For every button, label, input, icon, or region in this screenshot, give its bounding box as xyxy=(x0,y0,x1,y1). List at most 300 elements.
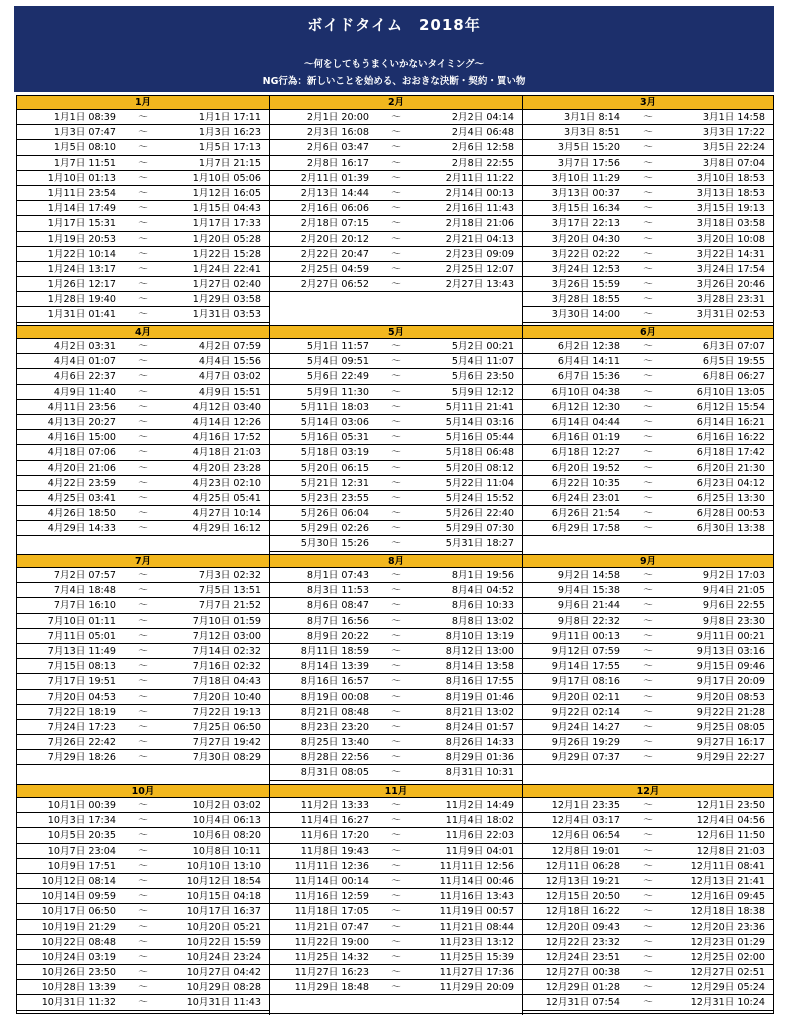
void-start: 1月26日 12:17 xyxy=(47,279,116,291)
void-start: 1月31日 01:41 xyxy=(47,309,116,321)
range-tilde: ～ xyxy=(643,875,653,887)
void-end: 5月11日 21:41 xyxy=(445,401,514,413)
void-period-row xyxy=(523,491,773,506)
void-start: 12月20日 09:43 xyxy=(545,921,620,933)
range-tilde: ～ xyxy=(643,936,653,948)
void-period-row xyxy=(523,583,773,598)
void-start: 5月26日 06:04 xyxy=(300,508,369,520)
void-start: 2月18日 07:15 xyxy=(300,218,369,230)
void-start: 8月11日 18:59 xyxy=(300,645,369,657)
void-period-row xyxy=(523,430,773,445)
void-period-row xyxy=(17,720,269,735)
month-header: 4月 xyxy=(17,325,269,339)
void-start: 2月6日 03:47 xyxy=(306,142,369,154)
range-tilde: ～ xyxy=(643,263,653,275)
range-tilde: ～ xyxy=(138,172,148,184)
void-period-row xyxy=(523,476,773,491)
void-start: 2月25日 04:59 xyxy=(300,263,369,275)
range-tilde: ～ xyxy=(391,721,401,733)
void-end: 10月29日 08:28 xyxy=(186,982,261,994)
range-tilde: ～ xyxy=(643,112,653,123)
void-start: 12月31日 07:54 xyxy=(545,997,620,1009)
void-start: 12月1日 23:35 xyxy=(551,800,620,811)
void-end: 10月24日 23:24 xyxy=(186,951,261,963)
void-end: 2月8日 22:55 xyxy=(451,157,514,169)
title-banner xyxy=(14,6,774,92)
range-tilde: ～ xyxy=(138,630,148,642)
void-start: 1月1日 08:39 xyxy=(53,112,116,123)
range-tilde: ～ xyxy=(138,127,148,139)
range-tilde: ～ xyxy=(391,157,401,169)
void-end: 6月16日 16:22 xyxy=(696,432,765,444)
void-end: 12月8日 21:03 xyxy=(696,845,765,857)
void-start: 9月17日 08:16 xyxy=(551,676,620,688)
range-tilde: ～ xyxy=(138,371,148,383)
void-period-row xyxy=(270,750,522,765)
void-end: 4月16日 17:52 xyxy=(192,432,261,444)
range-tilde: ～ xyxy=(643,600,653,612)
void-start: 12月18日 16:22 xyxy=(545,906,620,918)
void-end: 4月2日 07:59 xyxy=(198,341,261,352)
range-tilde: ～ xyxy=(391,203,401,215)
void-start: 7月22日 18:19 xyxy=(47,706,116,718)
range-tilde: ～ xyxy=(391,630,401,642)
void-start: 3月20日 04:30 xyxy=(551,233,620,245)
void-period-row xyxy=(17,125,269,140)
void-end: 5月22日 11:04 xyxy=(445,477,514,489)
range-tilde: ～ xyxy=(138,921,148,933)
void-end: 5月18日 06:48 xyxy=(445,447,514,459)
void-period-row xyxy=(17,798,269,813)
void-start: 12月4日 03:17 xyxy=(551,815,620,827)
void-start: 10月12日 08:14 xyxy=(41,875,116,887)
void-period-row xyxy=(523,690,773,705)
range-tilde: ～ xyxy=(391,218,401,230)
void-end: 7月25日 06:50 xyxy=(192,721,261,733)
void-period-row xyxy=(270,369,522,384)
void-period-row xyxy=(523,277,773,292)
void-start: 10月26日 23:50 xyxy=(41,967,116,979)
range-tilde: ～ xyxy=(391,142,401,154)
void-period-row xyxy=(270,720,522,735)
void-end: 8月10日 13:19 xyxy=(445,630,514,642)
range-tilde: ～ xyxy=(643,721,653,733)
void-period-row xyxy=(270,536,522,551)
void-start: 9月8日 22:32 xyxy=(557,615,620,627)
range-tilde: ～ xyxy=(643,906,653,918)
void-start: 6月14日 04:44 xyxy=(551,416,620,428)
range-tilde: ～ xyxy=(138,233,148,245)
range-tilde: ～ xyxy=(138,447,148,459)
void-start: 6月20日 19:52 xyxy=(551,462,620,474)
void-end: 8月26日 14:33 xyxy=(445,737,514,749)
month-header: 8月 xyxy=(270,554,522,568)
range-tilde: ～ xyxy=(643,447,653,459)
range-tilde: ～ xyxy=(138,462,148,474)
void-start: 7月26日 22:42 xyxy=(47,737,116,749)
range-tilde: ～ xyxy=(643,142,653,154)
void-period-row xyxy=(270,920,522,935)
range-tilde: ～ xyxy=(138,585,148,597)
range-tilde: ～ xyxy=(391,661,401,673)
void-period-row xyxy=(523,798,773,813)
quarter-section xyxy=(17,96,773,325)
void-start: 10月19日 21:29 xyxy=(41,921,116,933)
void-end: 7月22日 19:13 xyxy=(192,706,261,718)
void-end: 8月31日 10:31 xyxy=(445,767,514,779)
range-tilde: ～ xyxy=(391,936,401,948)
void-end: 9月22日 21:28 xyxy=(696,706,765,718)
void-end: 5月14日 03:16 xyxy=(445,416,514,428)
range-tilde: ～ xyxy=(391,706,401,718)
void-start: 5月1日 11:57 xyxy=(306,341,369,352)
void-start: 11月14日 00:14 xyxy=(294,875,369,887)
range-tilde: ～ xyxy=(643,860,653,872)
void-end: 11月21日 08:44 xyxy=(439,921,514,933)
void-period-row xyxy=(523,354,773,369)
month-header: 7月 xyxy=(17,554,269,568)
void-start: 2月16日 06:06 xyxy=(300,203,369,215)
void-start: 3月22日 02:22 xyxy=(551,248,620,260)
void-end: 5月29日 07:30 xyxy=(445,523,514,535)
void-start: 1月14日 17:49 xyxy=(47,203,116,215)
month-header: 12月 xyxy=(523,784,773,798)
void-period-row xyxy=(17,385,269,400)
void-period-row xyxy=(523,400,773,415)
void-start: 8月31日 08:05 xyxy=(300,767,369,779)
void-end: 9月29日 22:27 xyxy=(696,752,765,764)
range-tilde: ～ xyxy=(391,508,401,520)
void-end: 3月8日 07:04 xyxy=(702,157,765,169)
void-start: 3月30日 14:00 xyxy=(551,309,620,321)
void-start: 10月28日 13:39 xyxy=(41,982,116,994)
month-column xyxy=(523,554,773,784)
void-end: 6月28日 00:53 xyxy=(696,508,765,520)
void-start: 2月11日 01:39 xyxy=(300,172,369,184)
void-start: 1月19日 20:53 xyxy=(47,233,116,245)
range-tilde: ～ xyxy=(391,187,401,199)
void-end: 10月8日 10:11 xyxy=(192,845,261,857)
range-tilde: ～ xyxy=(643,752,653,764)
range-tilde: ～ xyxy=(391,737,401,749)
void-start: 11月29日 18:48 xyxy=(294,982,369,994)
void-end: 10月31日 11:43 xyxy=(186,997,261,1009)
range-tilde: ～ xyxy=(391,982,401,994)
range-tilde: ～ xyxy=(138,248,148,260)
void-end: 10月20日 05:21 xyxy=(186,921,261,933)
void-period-row xyxy=(270,110,522,125)
range-tilde: ～ xyxy=(138,752,148,764)
void-end: 2月2日 04:14 xyxy=(451,112,514,123)
void-period-row xyxy=(270,889,522,904)
range-tilde: ～ xyxy=(643,815,653,827)
void-period-row xyxy=(17,186,269,201)
void-end: 2月6日 12:58 xyxy=(451,142,514,154)
void-period-row xyxy=(523,140,773,155)
void-period-row xyxy=(17,354,269,369)
void-period-row xyxy=(270,156,522,171)
void-period-row xyxy=(270,476,522,491)
void-end: 1月1日 17:11 xyxy=(198,112,261,123)
void-end: 8月14日 13:58 xyxy=(445,661,514,673)
void-start: 3月5日 15:20 xyxy=(557,142,620,154)
void-start: 4月29日 14:33 xyxy=(47,523,116,535)
void-end: 12月31日 10:24 xyxy=(690,997,765,1009)
void-period-row xyxy=(523,216,773,231)
range-tilde: ～ xyxy=(138,645,148,657)
void-start: 7月10日 01:11 xyxy=(47,615,116,627)
void-start: 5月9日 11:30 xyxy=(306,386,369,398)
range-tilde: ～ xyxy=(643,997,653,1009)
void-end: 4月25日 05:41 xyxy=(192,492,261,504)
range-tilde: ～ xyxy=(391,386,401,398)
void-period-row xyxy=(17,965,269,980)
void-end: 11月6日 22:03 xyxy=(445,830,514,842)
void-period-row xyxy=(523,568,773,583)
void-end: 8月12日 13:00 xyxy=(445,645,514,657)
void-start: 2月20日 20:12 xyxy=(300,233,369,245)
void-end: 1月29日 03:58 xyxy=(192,294,261,306)
range-tilde: ～ xyxy=(138,721,148,733)
void-start: 4月16日 15:00 xyxy=(47,432,116,444)
void-start: 7月13日 11:49 xyxy=(47,645,116,657)
void-period-row xyxy=(17,292,269,307)
range-tilde: ～ xyxy=(391,615,401,627)
range-tilde: ～ xyxy=(138,309,148,321)
range-tilde: ～ xyxy=(643,341,653,352)
void-start: 1月3日 07:47 xyxy=(53,127,116,139)
ng-actions-note: NG行為：新しいことを始める、おおきな決断・契約・買い物 xyxy=(262,76,526,87)
void-end: 2月11日 11:22 xyxy=(445,172,514,184)
void-start: 1月22日 10:14 xyxy=(47,248,116,260)
void-period-row xyxy=(523,232,773,247)
void-start: 6月2日 12:38 xyxy=(557,341,620,352)
page-title: ボイドタイム 2018年 xyxy=(307,16,481,34)
void-end: 5月26日 22:40 xyxy=(445,508,514,520)
void-period-row xyxy=(523,720,773,735)
range-tilde: ～ xyxy=(391,172,401,184)
void-period-row xyxy=(270,140,522,155)
void-start: 8月19日 00:08 xyxy=(300,691,369,703)
void-start: 12月22日 23:32 xyxy=(545,936,620,948)
range-tilde: ～ xyxy=(391,263,401,275)
void-start: 5月30日 15:26 xyxy=(300,538,369,550)
void-start: 7月20日 04:53 xyxy=(47,691,116,703)
void-period-row xyxy=(523,247,773,262)
void-start: 9月12日 07:59 xyxy=(551,645,620,657)
void-period-row xyxy=(270,339,522,354)
range-tilde: ～ xyxy=(391,951,401,963)
void-period-row xyxy=(523,980,773,995)
void-end: 8月21日 13:02 xyxy=(445,706,514,718)
void-period-row xyxy=(17,980,269,995)
range-tilde: ～ xyxy=(138,263,148,275)
void-end: 6月3日 07:07 xyxy=(702,341,765,352)
void-period-row xyxy=(523,813,773,828)
void-period-row xyxy=(270,828,522,843)
quarter-section xyxy=(17,554,773,784)
range-tilde: ～ xyxy=(138,477,148,489)
void-period-row xyxy=(17,889,269,904)
void-period-row xyxy=(17,140,269,155)
void-end: 10月4日 06:13 xyxy=(192,815,261,827)
void-period-row xyxy=(270,506,522,521)
month-column xyxy=(523,96,773,325)
void-start: 11月25日 14:32 xyxy=(294,951,369,963)
void-period-row xyxy=(270,844,522,859)
void-end: 1月24日 22:41 xyxy=(192,263,261,275)
void-period-row xyxy=(270,965,522,980)
void-period-row xyxy=(17,813,269,828)
void-end: 8月6日 10:33 xyxy=(451,600,514,612)
range-tilde: ～ xyxy=(643,508,653,520)
void-end: 3月15日 19:13 xyxy=(696,203,765,215)
void-period-row xyxy=(270,201,522,216)
void-end: 2月14日 00:13 xyxy=(445,187,514,199)
void-period-row xyxy=(17,506,269,521)
range-tilde: ～ xyxy=(391,921,401,933)
range-tilde: ～ xyxy=(138,492,148,504)
void-end: 12月18日 18:38 xyxy=(690,906,765,918)
range-tilde: ～ xyxy=(391,127,401,139)
void-end: 7月30日 08:29 xyxy=(192,752,261,764)
void-end: 5月16日 05:44 xyxy=(445,432,514,444)
void-end: 9月13日 03:16 xyxy=(696,645,765,657)
void-end: 7月10日 01:59 xyxy=(192,615,261,627)
void-period-row xyxy=(523,415,773,430)
void-end: 5月31日 18:27 xyxy=(445,538,514,550)
void-start: 6月12日 12:30 xyxy=(551,401,620,413)
range-tilde: ～ xyxy=(391,356,401,368)
range-tilde: ～ xyxy=(138,386,148,398)
void-end: 4月7日 03:02 xyxy=(198,371,261,383)
void-start: 9月6日 21:44 xyxy=(557,600,620,612)
void-end: 12月27日 02:51 xyxy=(690,967,765,979)
void-end: 11月29日 20:09 xyxy=(439,982,514,994)
void-end: 11月9日 04:01 xyxy=(445,845,514,857)
range-tilde: ～ xyxy=(138,982,148,994)
month-header: 9月 xyxy=(523,554,773,568)
void-start: 1月28日 19:40 xyxy=(47,294,116,306)
void-start: 9月4日 15:38 xyxy=(557,585,620,597)
range-tilde: ～ xyxy=(643,294,653,306)
range-tilde: ～ xyxy=(138,997,148,1009)
void-start: 12月8日 19:01 xyxy=(551,845,620,857)
void-end: 2月4日 06:48 xyxy=(451,127,514,139)
void-period-row xyxy=(17,400,269,415)
void-start: 7月11日 05:01 xyxy=(47,630,116,642)
void-period-row xyxy=(270,583,522,598)
void-end: 9月4日 21:05 xyxy=(702,585,765,597)
void-start: 5月6日 22:49 xyxy=(306,371,369,383)
range-tilde: ～ xyxy=(643,356,653,368)
void-period-row xyxy=(523,750,773,765)
void-period-row xyxy=(270,735,522,750)
void-end: 4月23日 02:10 xyxy=(192,477,261,489)
void-period-row xyxy=(523,307,773,322)
range-tilde: ～ xyxy=(138,341,148,352)
month-column xyxy=(17,784,270,1015)
void-period-row xyxy=(17,598,269,613)
range-tilde: ～ xyxy=(643,203,653,215)
void-period-row xyxy=(270,461,522,476)
void-end: 5月6日 23:50 xyxy=(451,371,514,383)
void-start: 12月11日 06:28 xyxy=(545,860,620,872)
range-tilde: ～ xyxy=(643,477,653,489)
void-start: 3月7日 17:56 xyxy=(557,157,620,169)
month-column xyxy=(270,554,523,784)
void-period-row xyxy=(270,445,522,460)
range-tilde: ～ xyxy=(643,172,653,184)
void-end: 7月16日 02:32 xyxy=(192,661,261,673)
void-start: 9月2日 14:58 xyxy=(557,570,620,581)
void-end: 2月21日 04:13 xyxy=(445,233,514,245)
void-start: 7月29日 18:26 xyxy=(47,752,116,764)
void-period-row xyxy=(17,430,269,445)
void-start: 7月17日 19:51 xyxy=(47,676,116,688)
void-period-row xyxy=(270,659,522,674)
void-end: 3月1日 14:58 xyxy=(702,112,765,123)
void-end: 10月10日 13:10 xyxy=(186,860,261,872)
void-start: 11月27日 16:23 xyxy=(294,967,369,979)
void-end: 6月14日 16:21 xyxy=(696,416,765,428)
void-period-row xyxy=(523,292,773,307)
void-end: 6月5日 19:55 xyxy=(702,356,765,368)
void-period-row xyxy=(270,216,522,231)
month-column xyxy=(17,554,270,784)
range-tilde: ～ xyxy=(391,676,401,688)
void-end: 2月25日 12:07 xyxy=(445,263,514,275)
void-start: 7月4日 18:48 xyxy=(53,585,116,597)
month-column xyxy=(270,784,523,1015)
void-period-row xyxy=(523,889,773,904)
void-start: 5月14日 03:06 xyxy=(300,416,369,428)
range-tilde: ～ xyxy=(643,187,653,199)
void-start: 1月5日 08:10 xyxy=(53,142,116,154)
range-tilde: ～ xyxy=(138,142,148,154)
void-period-row xyxy=(270,798,522,813)
void-end: 7月18日 04:43 xyxy=(192,676,261,688)
range-tilde: ～ xyxy=(643,523,653,535)
range-tilde: ～ xyxy=(391,967,401,979)
void-period-row xyxy=(17,216,269,231)
void-end: 7月14日 02:32 xyxy=(192,645,261,657)
void-period-row xyxy=(270,980,522,995)
void-period-row xyxy=(17,659,269,674)
void-start: 4月11日 23:56 xyxy=(47,401,116,413)
range-tilde: ～ xyxy=(138,967,148,979)
void-end: 9月2日 17:03 xyxy=(702,570,765,581)
void-start: 12月24日 23:51 xyxy=(545,951,620,963)
void-period-row xyxy=(270,186,522,201)
void-end: 11月19日 00:57 xyxy=(439,906,514,918)
void-period-row xyxy=(17,461,269,476)
void-period-row xyxy=(270,247,522,262)
void-period-row xyxy=(270,904,522,919)
range-tilde: ～ xyxy=(138,691,148,703)
void-start: 5月4日 09:51 xyxy=(306,356,369,368)
void-end: 1月7日 21:15 xyxy=(198,157,261,169)
void-period-row xyxy=(17,583,269,598)
void-start: 11月16日 12:59 xyxy=(294,891,369,903)
void-period-row xyxy=(523,995,773,1010)
void-end: 6月25日 13:30 xyxy=(696,492,765,504)
void-end: 7月27日 19:42 xyxy=(192,737,261,749)
void-period-row xyxy=(17,750,269,765)
void-start: 5月20日 06:15 xyxy=(300,462,369,474)
range-tilde: ～ xyxy=(391,401,401,413)
range-tilde: ～ xyxy=(643,248,653,260)
